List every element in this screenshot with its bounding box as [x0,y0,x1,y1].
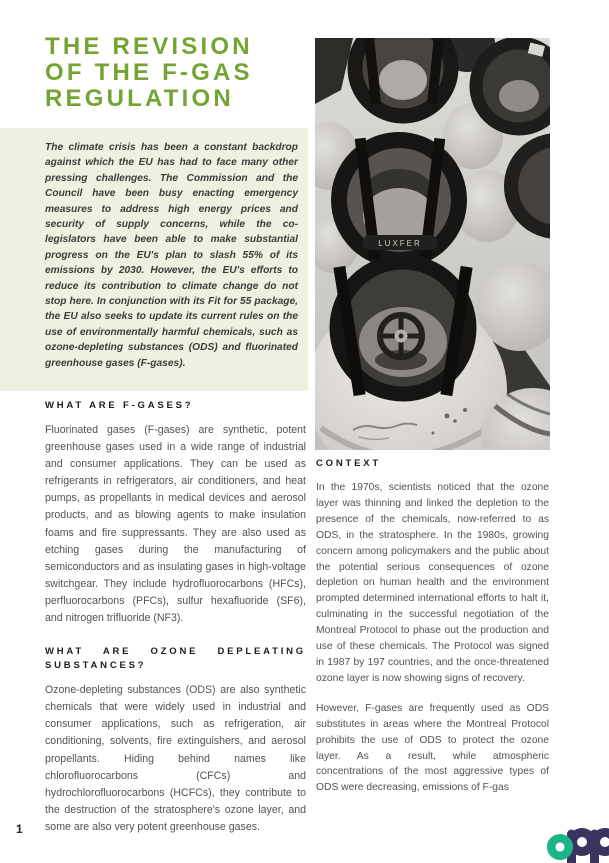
valve-handwheel [375,315,427,370]
title-line-3: REGULATION [45,85,234,112]
section-heading-ods: WHAT ARE OZONE DEPLEATING SUBSTANCES? [45,646,306,672]
cylinder-collar-main [339,138,459,261]
cylinder-collar-top [355,38,451,116]
title-line-1: THE REVISION [45,33,253,60]
intro-highlight-box [0,128,308,391]
page-number: 1 [16,822,23,836]
right-column [316,457,549,796]
title-line-2: OF THE F-GAS [45,59,253,86]
page-title [45,34,325,112]
gas-cylinders-photo [315,38,550,450]
context-paragraph-1: In the 1970s, scientists noticed that the ozone layer was thinning and linked the depletion to the presence of the chemicals, now-referred to as ODS, in the stratosphere. In the 1980s, growing concern among policymakers and the public about the potential serious consequences of ozone depletion on human health and the environment prompted determined international efforts to halt it, culminating in the successful negotiation of the Montreal Protocol to phase out the production and use of these chemicals. The Protocol was signed in 1987 by 197 countries, and the once-threatened ozone layer is now showing signs of recovery. [316,482,549,684]
gas-cylinders-illustration [315,38,550,450]
section-body-ods: Ozone-depleting substances (ODS) are also synthetic chemicals that were widely used in industrial and consumer applications, such as refrigeration, air conditioning, solvents, fire extinguishers, and aerosol propellants. Hiding behind names like chlorofluorocarbons (CFCs) and hydrochlorofluorocarbons (HCFCs), they contribute to the destruction of the stratosphere's ozone layer, and some are also very potent greenhouse gases. [45,684,306,833]
section-heading-context: CONTEXT [316,458,381,469]
section-heading-fgases: WHAT ARE F-GASES? [45,400,194,411]
opp-logo-graphic [547,820,609,863]
left-column [45,399,306,836]
intro-text: The climate crisis has been a constant backdrop against which the EU has had to face many other pressing challenges. The Commission and the Council have been busy enacting emergency measures to address high energy prices and security of supply concerns, while the co-legislators have been able to make substantial progress on the EU's plan to slash 55% of its emissions by 2030. However, the EU's efforts to reduce its contribution to climate change do not stop here. In conjunction with its Fit for 55 package, the EU also seeks to update its current rules on the use of environmentally harmful chemicals, such as ozone-depleting substances (ODS) and fluorinated greenhouse gases (F-gases). [45,142,298,369]
context-paragraph-2: However, F-gases are frequently used as ODS substitutes in areas where the Montreal Protocol prohibits the use of ODS to protect the ozone layer. As a result, while atmospheric concentrations of the most aggressive types of ODS were decreasing, emissions of F-gas [316,702,549,794]
opp-logo [547,820,609,863]
cylinder-brand-text: LUXFER [378,239,422,248]
cylinder-collar-top-right [476,42,550,129]
section-body-fgases: Fluorinated gases (F-gases) are synthetic, potent greenhouse gases used in a wide range of industrial and consumer applications. They can be used as refrigerants in refrigerators, air conditioners, and heat pumps, as propellants in medical devices and aerosol products, and as blowing agents to make insulation foams and fire suppressants. They are also used as etching gases during the manufacturing of semiconductors and as insulating gases in high-voltage switchgear. They include hydrofluorocarbons (HFCs), perfluorocarbons (PFCs), sulfur hexafluoride (SF6), and nitrogen trifluoride (NF3). [45,424,306,625]
